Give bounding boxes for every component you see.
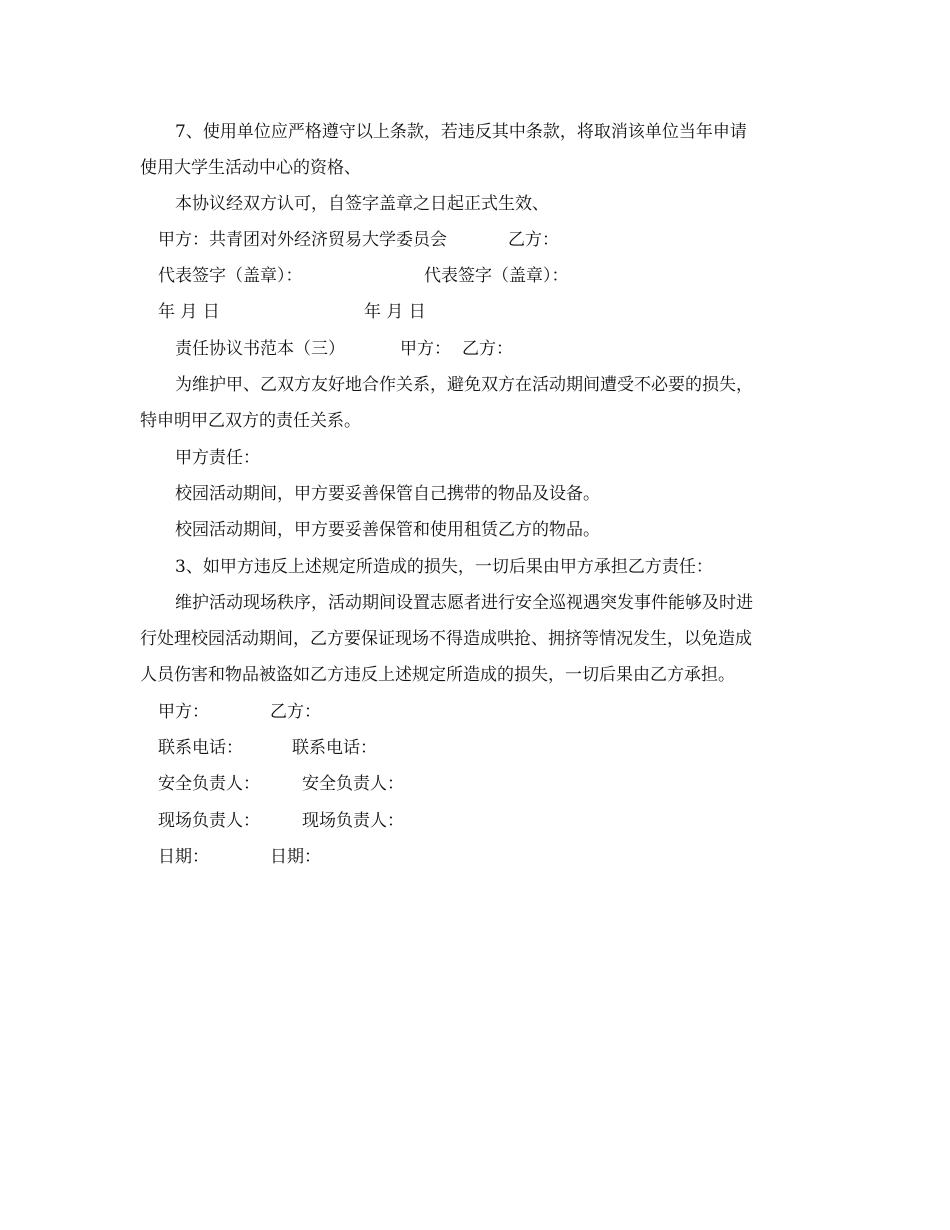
party-a-duty-3: 3、如甲方违反上述规定所造成的损失，一切后果由甲方承担乙方责任： (175, 557, 713, 577)
party-a-duty-1: 校园活动期间，甲方要妥善保管自己携带的物品及设备。 (175, 484, 600, 504)
party-b-date: 年 月 日 (364, 302, 426, 322)
party-b-safety-officer-label: 安全负责人： (302, 774, 404, 794)
clause-7-line-2: 使用大学生活动中心的资格、 (140, 158, 361, 178)
party-a-duty-heading: 甲方责任： (175, 448, 260, 468)
party-a-phone-label: 联系电话： (158, 738, 243, 758)
intro-line-1: 为维护甲、乙双方友好地合作关系，避免双方在活动期间遭受不必要的损失， (175, 375, 753, 395)
party-b-site-manager-label: 现场负责人： (302, 811, 404, 831)
party-a-duty-2: 校园活动期间，甲方要妥善保管和使用租赁乙方的物品。 (175, 520, 600, 540)
title-party-b: 乙方： (462, 339, 513, 359)
clause-7-line-1: 7、使用单位应严格遵守以上条款，若违反其中条款，将取消该单位当年申请 (175, 122, 747, 142)
party-a-date: 年 月 日 (158, 302, 220, 322)
effective-clause: 本协议经双方认可，自签字盖章之日起正式生效、 (175, 194, 549, 214)
party-a-signature-label: 代表签字（盖章）： (158, 266, 303, 286)
party-b-signature-label: 代表签字（盖章）： (424, 266, 569, 286)
section-title: 责任协议书范本（三） (175, 339, 345, 359)
party-b-label: 乙方： (508, 230, 559, 250)
party-a-date-label: 日期： (158, 847, 209, 867)
party-b-duty-line-3: 人员伤害和物品被盗如乙方违反上述规定所造成的损失，一切后果由乙方承担。 (140, 665, 735, 685)
party-a-safety-officer-label: 安全负责人： (158, 774, 260, 794)
intro-line-2: 特申明甲乙双方的责任关系。 (140, 411, 361, 431)
party-a-name: 甲方：共青团对外经济贸易大学委员会 (158, 230, 447, 250)
party-b-duty-line-1: 维护活动现场秩序，活动期间设置志愿者进行安全巡视遇突发事件能够及时进 (175, 593, 753, 613)
party-b-phone-label: 联系电话： (292, 738, 377, 758)
party-a-site-manager-label: 现场负责人： (158, 811, 260, 831)
footer-party-b: 乙方： (270, 702, 321, 722)
party-b-duty-line-2: 行处理校园活动期间，乙方要保证现场不得造成哄抢、拥挤等情况发生，以免造成 (140, 629, 752, 649)
party-b-date-label: 日期： (270, 847, 321, 867)
footer-party-a: 甲方： (158, 702, 209, 722)
title-party-a: 甲方： (400, 339, 451, 359)
